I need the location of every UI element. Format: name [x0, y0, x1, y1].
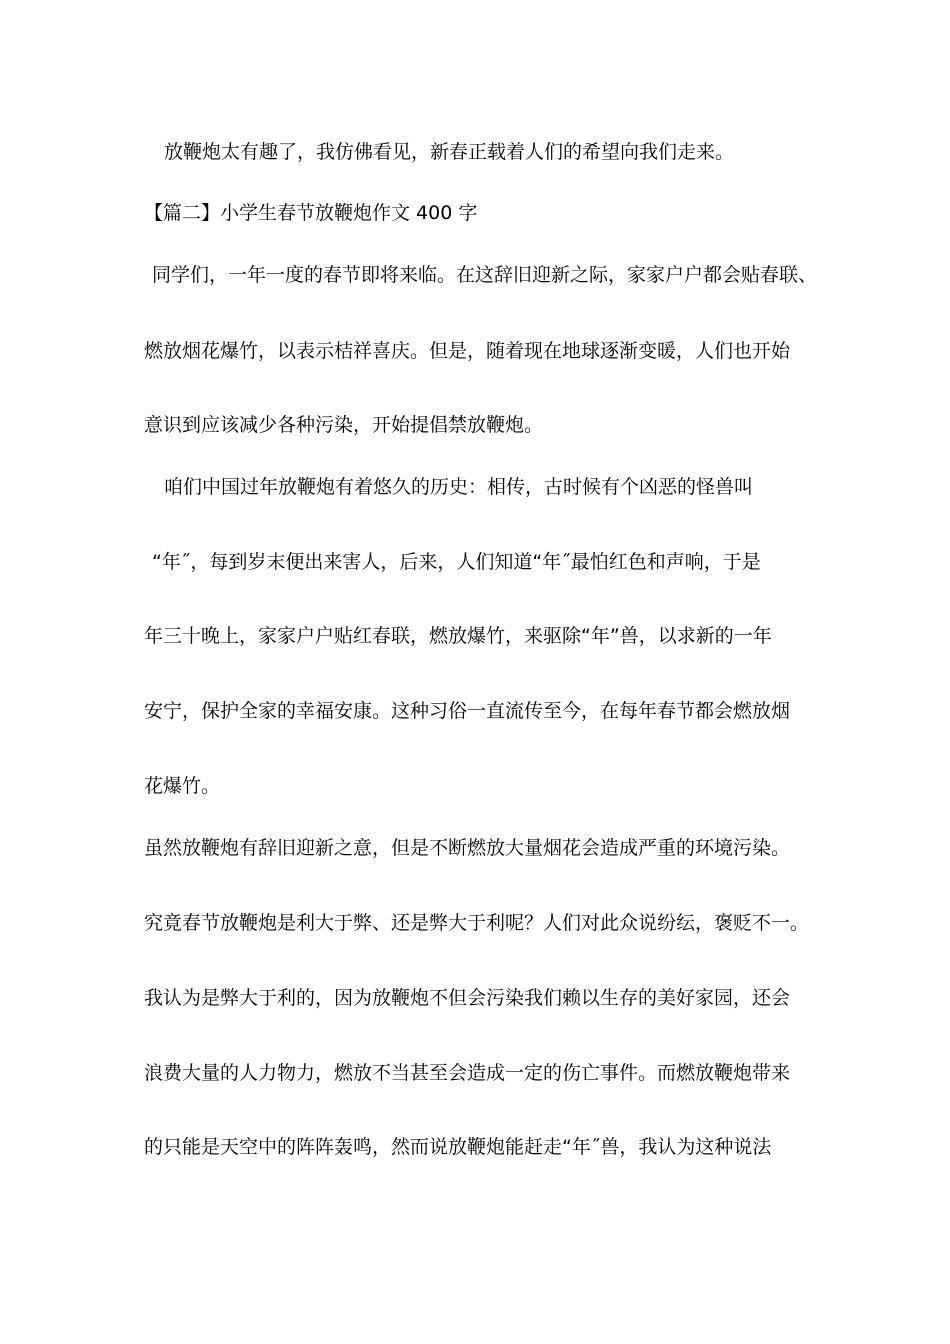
- paragraph-line: “年˝，每到岁末便出来害人，后来，人们知道“年˝最怕红色和声响，于是: [152, 551, 761, 573]
- paragraph-line: 燃放烟花爆竹，以表示桔祥喜庆。但是，随着现在地球逐渐变暖，人们也开始: [144, 340, 791, 362]
- paragraph-line: 究竟春节放鞭炮是利大于弊、还是弊大于利呢？人们对此众说纷纭，褒贬不一。: [144, 912, 810, 934]
- paragraph-line: 放鞭炮太有趣了，我仿佛看见，新春正载着人们的希望向我们走来。: [164, 141, 735, 163]
- paragraph-line: 我认为是弊大于利的，因为放鞭炮不但会污染我们赖以生存的美好家园，还会: [144, 987, 791, 1009]
- paragraph-line: 花爆竹。: [144, 775, 221, 797]
- paragraph-line: 年三十晚上，家家户户贴红春联，燃放爆竹，来驱除“年”兽，以求新的一年: [144, 625, 772, 647]
- paragraph-line: 安宁，保护全家的幸福安康。这种习俗一直流传至今，在每年春节都会燃放烟: [144, 700, 791, 722]
- section-heading: 【篇二】小学生春节放鞭炮作文 400 字: [144, 202, 478, 224]
- paragraph-line: 同学们，一年一度的春节即将来临。在这辞旧迎新之际，家家户户都会贴春联、: [152, 264, 818, 286]
- paragraph-line: 意识到应该减少各种污染，开始提倡禁放鞭炮。: [144, 414, 544, 436]
- paragraph-line: 浪费大量的人力物力，燃放不当甚至会造成一定的伤亡事件。而燃放鞭炮带来: [144, 1062, 791, 1084]
- paragraph-line: 虽然放鞭炮有辞旧迎新之意，但是不断燃放大量烟花会造成严重的环境污染。: [144, 837, 791, 859]
- paragraph-line: 的只能是天空中的阵阵轰鸣，然而说放鞭炮能赶走“年˝兽，我认为这种说法: [144, 1136, 772, 1158]
- paragraph-line: 咱们中国过年放鞭炮有着悠久的历史：相传，古时候有个凶恶的怪兽叫: [164, 476, 754, 498]
